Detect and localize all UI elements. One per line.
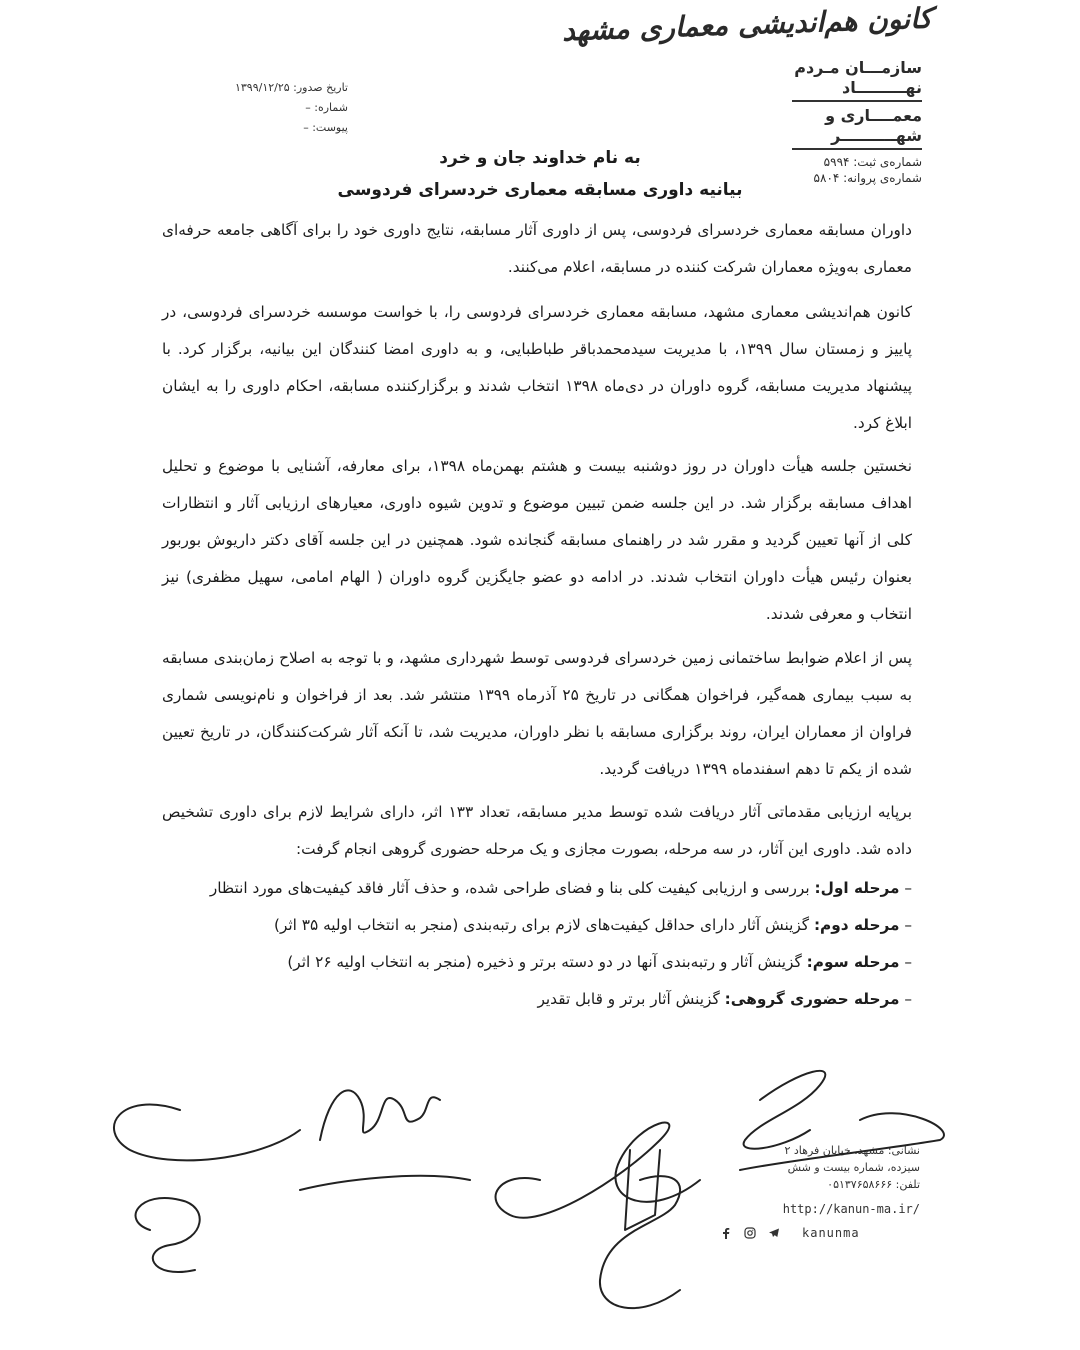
letter-meta (208, 78, 348, 138)
stage-text: گزینش آثار دارای حداقل کیفیت‌های لازم برای رتبه‌بندی (منجر به انتخاب اولیه ۳۵ اثر) (273, 916, 810, 934)
license-number: شماره‌ی پروانه: ۵۸۰۴ (813, 171, 922, 185)
issue-date: تاریخ صدور: ۱۳۹۹/۱۲/۲۵ (234, 81, 348, 94)
instagram-icon[interactable] (744, 1227, 756, 1239)
phone-number: تلفن: ۰۵۱۳۷۶۵۸۶۶۶ (827, 1178, 920, 1191)
paragraph-first-session: نخستین جلسه هیأت داوران در روز دوشنبه بیست و هشتم بهمن‌ماه ۱۳۹۸، برای معارفه، آشنایی با موضوع و تحلیل اهداف مسابقه برگزار شد. در این جلسه ضمن تبیین موضوع و تدوین شیوه داوری، معیارهای ارزیابی آثار و انتظارات کلی از آنها تعیین گردید و مقرر شد در راهنمای مسابقه گنجانده شود. همچنین در این جلسه آقای دکتر داریوش بوربور بعنوان رئیس هیأت داوران انتخاب شدند. در ادامه دو عضو جایگزین گروه داوران ( الهام امامی، سهیل مظفری) نیز انتخاب و معرفی شدند. (162, 457, 913, 623)
stage-text: گزینش آثار برتر و قابل تقدیر (537, 990, 720, 1008)
signature-1 (114, 1105, 300, 1272)
stage-text: گزینش آثار و رتبه‌بندی آنها در دو دسته برتر و ذخیره (منجر به انتخاب اولیه ۲۶ اثر) (287, 953, 802, 971)
page-title: بیانیه داوری مسابقه معماری خردسرای فردوسی (337, 180, 743, 200)
letter-attachment: پیوست: – (303, 121, 348, 134)
letter-number: شماره: – (305, 101, 348, 114)
org-divider (792, 100, 922, 102)
basmala: به نام خداوند جان و خرد (439, 148, 641, 168)
list-item: – مرحله اول: بررسی و ارزیابی کیفیت کلی بنا و فضای طراحی شده، و حذف آثار فاقد کیفیت‌های مورد انتظار (209, 879, 912, 897)
address-line-2: سیزده، شماره بیست و شش (787, 1161, 920, 1174)
org-line-2: معمــــاری و شهــــــــــر (825, 106, 922, 145)
organization-logo: کانون هم‌اندیشی معماری مشهد (561, 1, 933, 48)
stage-list (162, 870, 912, 1018)
paragraph-organizer: کانون هم‌اندیشی معماری مشهد، مسابقه معماری خردسرای فردوسی را، با خواست موسسه خردسرای فردوسی، در پاییز و زمستان سال ۱۳۹۹، با مدیریت سیدمحمدباقر طباطبایی، و به داوری امضا کنندگان این بیانیه، برگزار کرد. با پیشنهاد مدیریت مسابقه، گروه داوران در دی‌ماه ۱۳۹۸ انتخاب شدند و برگزارکننده مسابقه، احکام داوری را به ایشان ابلاغ کرد. (162, 303, 912, 432)
signature-4 (600, 1150, 680, 1308)
social-handle[interactable]: kanunma (802, 1226, 860, 1240)
stage-text: بررسی و ارزیابی کیفیت کلی بنا و فضای طراحی شده، و حذف آثار فاقد کیفیت‌های مورد انتظار (209, 879, 810, 897)
stage-label: مرحله حضوری گروهی: (724, 990, 900, 1008)
stage-label: مرحله اول: (814, 879, 900, 897)
paragraph-call: پس از اعلام ضوابط ساختمانی زمین خردسرای فردوسی توسط شهرداری مشهد، و با توجه به اصلاح زمان‌بندی مسابقه به سبب بیماری همه‌گیر، فراخوان همگانی در تاریخ ۲۵ آذرماه ۱۳۹۹ منتشر شد. بعد از فراخوان و نام‌نویسی شماری فراوان از معماران ایران، روند برگزاری مسابقه با نظر داوران، مدیریت شد، تا آنکه آثار شرکت‌کنندگان، در تاریخ تعیین شده از یکم تا دهم اسفندماه ۱۳۹۹ دریافت گردید. (162, 649, 913, 778)
list-item: – مرحله دوم: گزینش آثار دارای حداقل کیفیت‌های لازم برای رتبه‌بندی (منجر به انتخاب اولیه ۳۵ اثر) (273, 916, 912, 934)
telegram-icon[interactable] (768, 1227, 780, 1239)
org-line-1: سازمـــان مـردم نهـــــــــاد (794, 58, 922, 97)
list-item: – مرحله حضوری گروهی: گزینش آثار برتر و قابل تقدیر (537, 990, 912, 1008)
address-line-1: نشانی: مشهد، خیابان فرهاد ۲ (784, 1144, 920, 1157)
list-item: – مرحله سوم: گزینش آثار و رتبه‌بندی آنها در دو دسته برتر و ذخیره (منجر به انتخاب اولیه ۲۶ اثر) (287, 953, 912, 971)
signature-3 (496, 1123, 700, 1218)
paragraph-intro: داوران مسابقه معماری خردسرای فردوسی، پس از داوری آثار مسابقه، نتایج داوری خود را برای آگاهی جامعه حرفه‌ای معماری به‌ویژه معماران شرکت کننده در مسابقه، اعلام می‌کنند. (162, 221, 912, 276)
signature-2 (300, 1090, 470, 1190)
paragraph-evaluation: برپایه ارزیابی مقدماتی آثار دریافت شده توسط مدیر مسابقه، تعداد ۱۳۳ اثر، دارای شرایط لازم برای داوری تشخیص داده شد. داوری این آثار، در سه مرحله، بصورت مجازی و یک مرحله حضوری گروهی انجام گرفت: (162, 803, 912, 858)
social-links (720, 1226, 920, 1240)
stage-label: مرحله دوم: (813, 916, 900, 934)
address-block (690, 1142, 920, 1193)
facebook-icon[interactable] (720, 1227, 732, 1239)
website-link[interactable]: http://kanun-ma.ir/ (782, 1202, 920, 1216)
registration-number: شماره‌ی ثبت: ۵۹۹۴ (823, 155, 922, 169)
stage-label: مرحله سوم: (806, 953, 900, 971)
